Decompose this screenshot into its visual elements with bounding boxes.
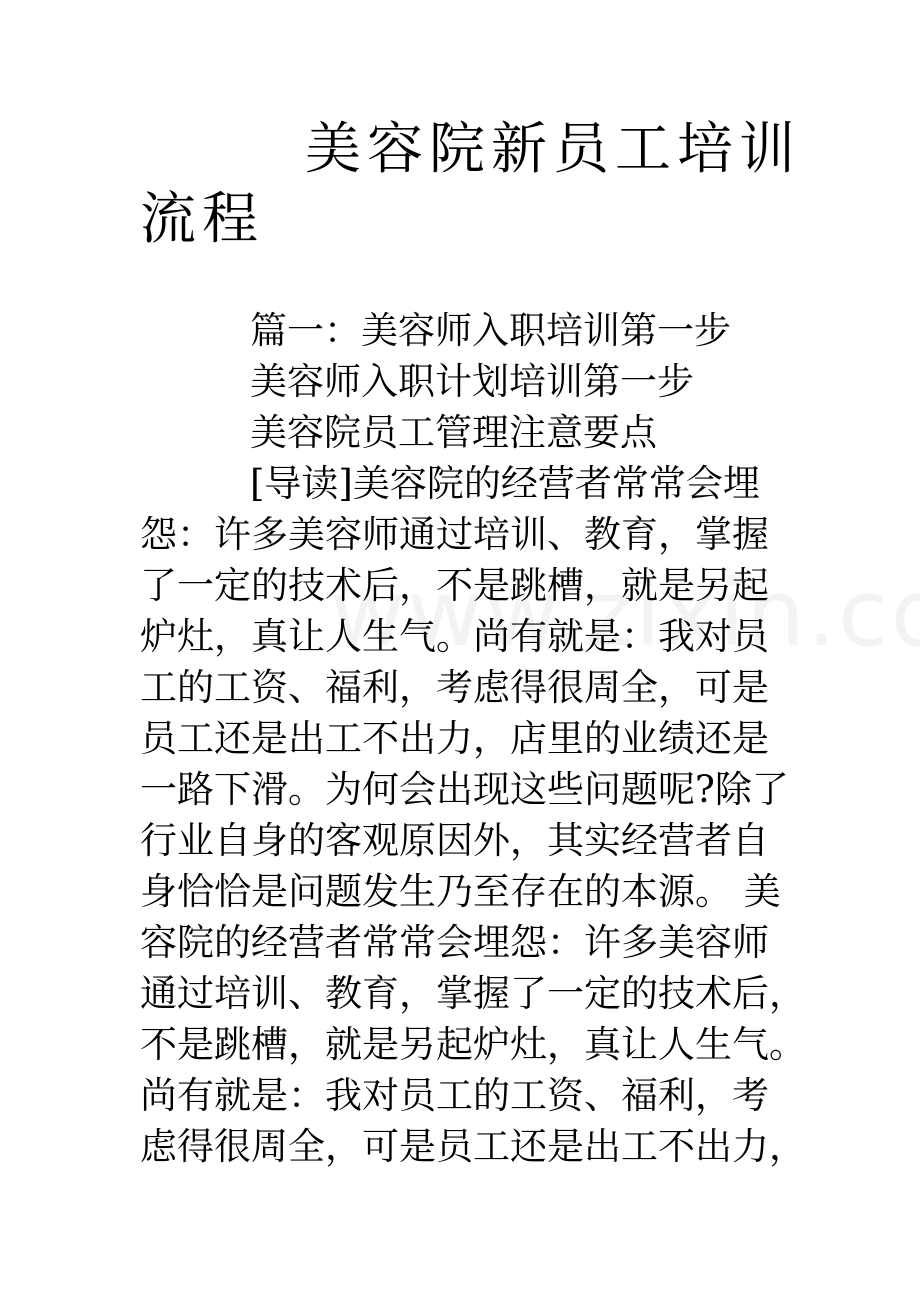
- body-line: 炉灶，真让人生气。尚有就是：我对员: [140, 615, 769, 658]
- document-title-line-1: 美容院新员工培训: [305, 117, 801, 182]
- body-line: 虑得很周全，可是员工还是出工不出力，: [140, 1125, 806, 1168]
- body-line: 了一定的技术后，不是跳槽，就是另起: [140, 564, 769, 607]
- body-line: 尚有就是：我对员工的工资、福利，考: [140, 1074, 769, 1117]
- body-line: 工的工资、福利，考虑得很周全，可是: [140, 666, 769, 709]
- body-line: 不是跳槽，就是另起炉灶，真让人生气。: [140, 1023, 806, 1066]
- body-line: 怨：许多美容师通过培训、教育，掌握: [140, 513, 769, 556]
- document-title-line-2: 流程: [140, 187, 264, 252]
- body-line: 身恰恰是问题发生乃至存在的本源。 美: [140, 870, 781, 913]
- section-heading-2: 美容师入职计划培训第一步: [250, 360, 694, 403]
- body-line: 一路下滑。为何会出现这些问题呢?除了: [140, 768, 789, 811]
- body-line: 行业自身的客观原因外，其实经营者自: [140, 819, 769, 862]
- body-line: 容院的经营者常常会埋怨：许多美容师: [140, 921, 769, 964]
- body-line: 员工还是出工不出力，店里的业绩还是: [140, 717, 769, 760]
- section-heading-3: 美容院员工管理注意要点: [250, 411, 657, 454]
- body-line: [导读]美容院的经营者常常会埋: [250, 462, 760, 505]
- section-heading-1: 篇一：美容师入职培训第一步: [250, 309, 731, 352]
- body-line: 通过培训、教育，掌握了一定的技术后，: [140, 972, 806, 1015]
